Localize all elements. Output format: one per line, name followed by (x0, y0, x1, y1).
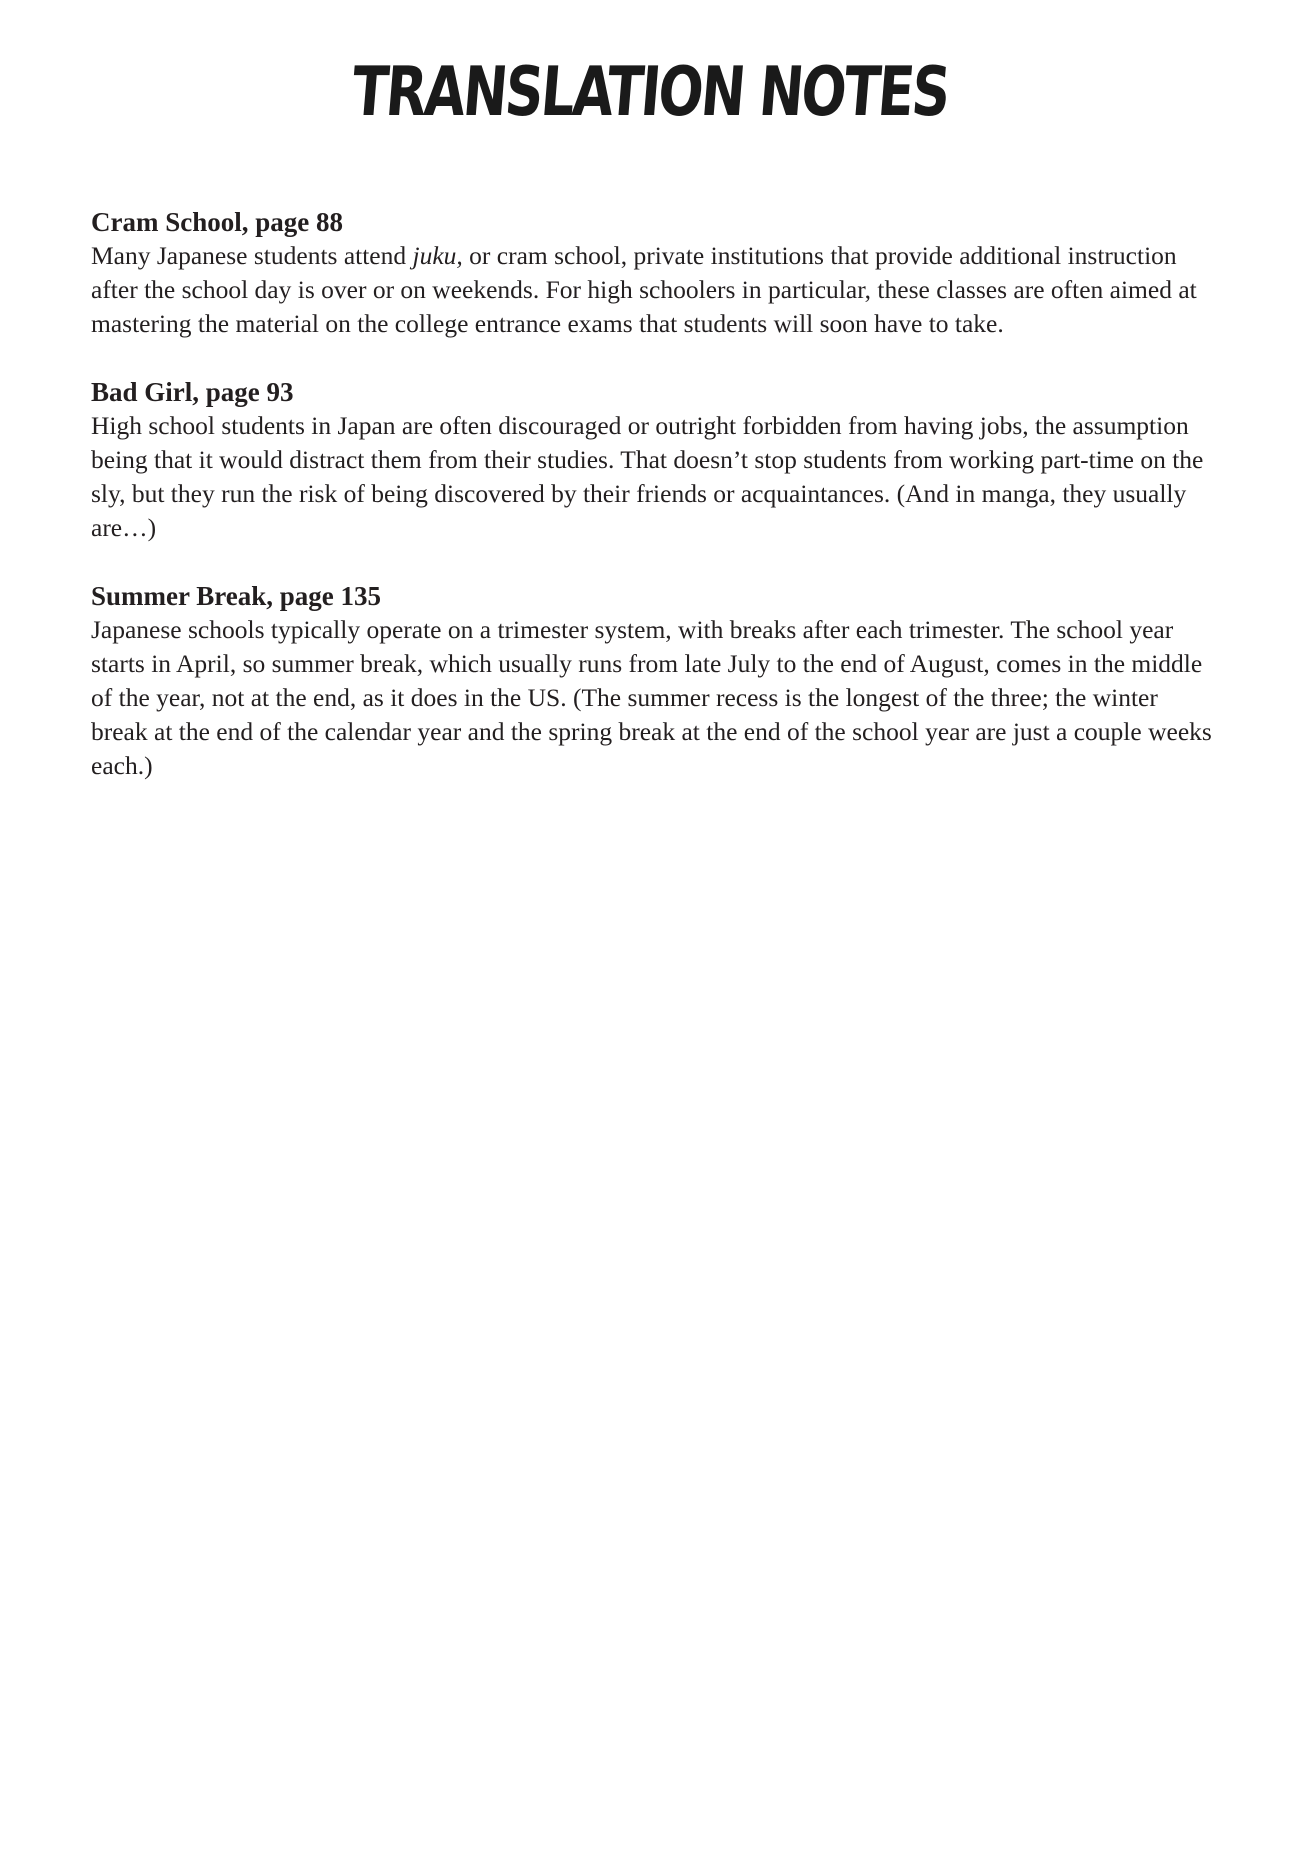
note-summer-break (91, 579, 1216, 783)
page-title: TRANSLATION NOTES (349, 53, 952, 132)
note-body: High school students in Japan are often discouraged or outright forbidden from having jobs, the assumption being that it would distract them from their studies. That doesn’t stop students from working part-time on the sly, but they run the risk of being discovered by their friends or acquaintances. (And in manga, they usually are…) (91, 411, 1204, 542)
note-body-text: Many Japanese students attend (91, 241, 413, 270)
notes-list (91, 205, 1216, 817)
note-heading: Cram School, page 88 (91, 207, 343, 237)
note-body-text: or cram school, private institutions that provide additional instruction after the school day is over or on weekends. For high schoolers in particular, these classes are often aimed at mastering the material on the college entrance exams that students will soon have to take. (91, 241, 1197, 338)
note-heading: Summer Break, page 135 (91, 581, 381, 611)
note-cram-school (91, 205, 1216, 341)
note-body: Japanese schools typically operate on a trimester system, with breaks after each trimester. The school year starts in April, so summer break, which usually runs from late July to the end of August, comes in the middle of the year, not at the end, as it does in the US. (The summer recess is the longest of the three; the winter break at the end of the calendar year and the spring break at the end of the school year are just a couple weeks each.) (91, 615, 1212, 780)
note-body-italic-term: juku, (412, 241, 463, 270)
note-bad-girl (91, 375, 1216, 545)
note-heading: Bad Girl, page 93 (91, 377, 294, 407)
note-body (91, 239, 1216, 341)
